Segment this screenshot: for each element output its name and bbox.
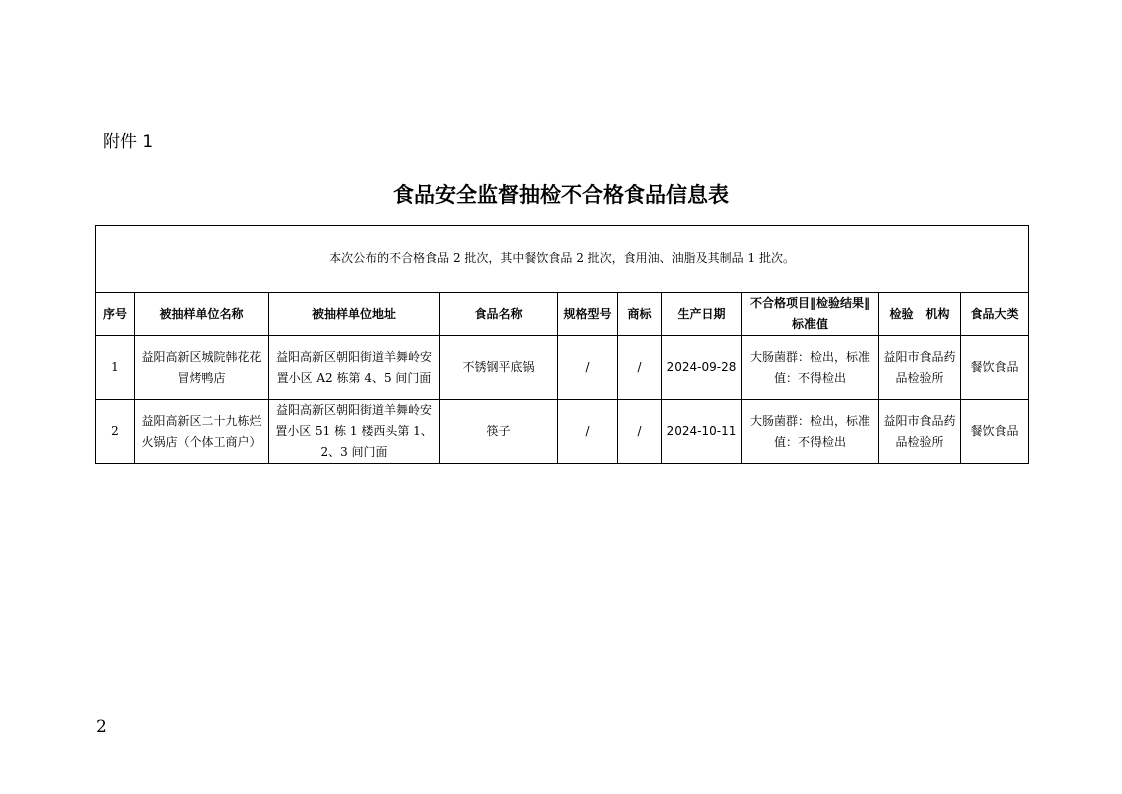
cell-brand: /: [618, 400, 662, 464]
table-row: [96, 336, 1029, 400]
cell-production-date: 2024-10-11: [662, 400, 742, 464]
col-header-agency: 检验 机构: [879, 293, 961, 336]
cell-food-name: 筷子: [440, 400, 558, 464]
col-header-unit-address: 被抽样单位地址: [269, 293, 440, 336]
cell-unit-name: 益阳高新区城院韩花花冒烤鸭店: [135, 336, 269, 400]
summary-text: 本次公布的不合格食品 2 批次，其中餐饮食品 2 批次，食用油、油脂及其制品 1 批次。: [329, 250, 795, 265]
cell-agency: 益阳市食品药品检验所: [879, 400, 961, 464]
cell-agency: 益阳市食品药品检验所: [879, 336, 961, 400]
document-title: 食品安全监督抽检不合格食品信息表: [393, 183, 729, 207]
table-header-row: [96, 293, 1029, 336]
cell-failed-item: 大肠菌群：检出，标准值：不得检出: [742, 400, 879, 464]
cell-production-date: 2024-09-28: [662, 336, 742, 400]
summary-cell: [96, 226, 1029, 293]
unqualified-food-table: [95, 225, 1029, 464]
table-row: [96, 400, 1029, 464]
attachment-label: 附件 1: [103, 132, 154, 152]
col-header-category: 食品大类: [961, 293, 1029, 336]
cell-index: 2: [96, 400, 135, 464]
col-header-failed-item: 不合格项目‖检验结果‖标准值: [742, 293, 879, 336]
col-header-production-date: 生产日期: [662, 293, 742, 336]
cell-spec: /: [558, 336, 618, 400]
cell-brand: /: [618, 336, 662, 400]
cell-unit-address: 益阳高新区朝阳街道羊舞岭安置小区 A2 栋第 4、5 间门面: [269, 336, 440, 400]
col-header-unit-name: 被抽样单位名称: [135, 293, 269, 336]
col-header-brand: 商标: [618, 293, 662, 336]
cell-food-name: 不锈钢平底锅: [440, 336, 558, 400]
col-header-spec: 规格型号: [558, 293, 618, 336]
cell-category: 餐饮食品: [961, 400, 1029, 464]
col-header-food-name: 食品名称: [440, 293, 558, 336]
cell-index: 1: [96, 336, 135, 400]
cell-failed-item: 大肠菌群：检出，标准值：不得检出: [742, 336, 879, 400]
cell-unit-name: 益阳高新区二十九栋烂火锅店（个体工商户）: [135, 400, 269, 464]
col-header-index: 序号: [96, 293, 135, 336]
page-number: 2: [96, 717, 107, 737]
cell-spec: /: [558, 400, 618, 464]
cell-category: 餐饮食品: [961, 336, 1029, 400]
summary-row: [96, 226, 1029, 293]
cell-unit-address: 益阳高新区朝阳街道羊舞岭安置小区 51 栋 1 楼西头第 1、2、3 间门面: [269, 400, 440, 464]
